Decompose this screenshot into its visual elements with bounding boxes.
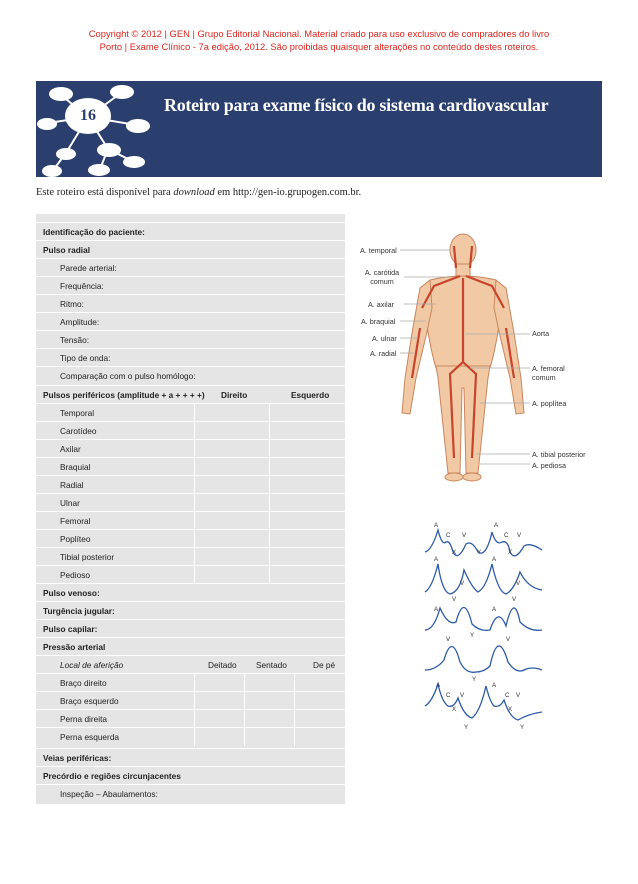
right-cell[interactable] xyxy=(194,494,270,512)
right-cell[interactable] xyxy=(194,458,270,476)
right-cell[interactable] xyxy=(194,404,270,422)
wave-point-label: A xyxy=(492,606,497,613)
wave-point-label: X xyxy=(452,549,457,556)
bp-col-sitting: Sentado xyxy=(256,660,287,670)
label-popliteal: A. poplítea xyxy=(532,399,567,408)
field-label: Tensão: xyxy=(60,335,90,345)
wave-point-label: V xyxy=(460,580,465,587)
wave-point-label: V xyxy=(460,692,465,699)
wave-point-label: V xyxy=(446,636,451,643)
wave-point-label: V xyxy=(512,596,517,603)
wave-point-label: V xyxy=(506,636,511,643)
wave-point-label: A xyxy=(436,682,441,689)
label-aorta: Aorta xyxy=(532,329,550,338)
wave-point-label: X xyxy=(452,706,457,713)
wave-point-label: Y xyxy=(472,676,477,683)
pulse-row[interactable] xyxy=(36,565,345,584)
field-label: Pulso venoso: xyxy=(43,588,100,598)
field-label: Ritmo: xyxy=(60,299,84,309)
bp-lying-cell[interactable] xyxy=(194,728,245,746)
bp-standing-cell[interactable] xyxy=(294,728,345,746)
col-right-header: Direito xyxy=(221,390,248,400)
section-label: Pressão arterial xyxy=(43,642,106,652)
field-label: Comparação com o pulso homólogo: xyxy=(60,371,196,381)
label-axillary: A. axilar xyxy=(368,300,394,309)
download-emphasis: download xyxy=(173,187,215,198)
field-label: Tipo de onda: xyxy=(60,353,111,363)
right-cell[interactable] xyxy=(194,512,270,530)
form-row-radial-rhythm[interactable] xyxy=(36,294,345,313)
bp-lying-cell[interactable] xyxy=(194,692,245,710)
field-label: Veias periféricas: xyxy=(43,753,112,763)
right-cell[interactable] xyxy=(194,476,270,494)
right-cell[interactable] xyxy=(194,422,270,440)
pulse-row[interactable] xyxy=(36,475,345,494)
download-post: em http://gen-io.grupogen.com.br. xyxy=(214,187,362,198)
bp-site-header: Local de aferição xyxy=(60,660,124,670)
wave-point-label: C xyxy=(504,532,509,539)
wave-point-label: Y xyxy=(470,632,475,639)
left-cell[interactable] xyxy=(269,512,345,530)
bp-col-lying: Deitado xyxy=(208,660,237,670)
field-label: Pulso capilar: xyxy=(43,624,98,634)
col-left-header: Esquerdo xyxy=(291,390,330,400)
form-row-radial-amplitude[interactable] xyxy=(36,312,345,331)
bp-sitting-cell[interactable] xyxy=(244,692,295,710)
pulse-label: Axilar xyxy=(60,444,81,454)
pulse-row[interactable] xyxy=(36,493,345,512)
form-row-veins[interactable] xyxy=(36,748,345,767)
pulse-label: Femoral xyxy=(60,516,91,526)
wave-point-label: X xyxy=(508,549,513,556)
form-row-radial-wall[interactable] xyxy=(36,258,345,277)
form-row-precordium xyxy=(36,766,345,785)
left-cell[interactable] xyxy=(269,458,345,476)
wave-point-label: Y xyxy=(520,724,525,731)
label-femoral: A. femoral comum xyxy=(532,364,565,382)
pulse-label: Braquial xyxy=(60,462,91,472)
wave-point-label: A xyxy=(434,522,439,529)
wave-point-label: X xyxy=(508,706,513,713)
left-cell[interactable] xyxy=(269,548,345,566)
pulse-row[interactable] xyxy=(36,547,345,566)
right-cell[interactable] xyxy=(194,440,270,458)
download-note xyxy=(36,187,361,198)
bp-sitting-cell[interactable] xyxy=(244,728,295,746)
bp-row[interactable] xyxy=(36,709,345,728)
label-radial: A. radial xyxy=(370,349,397,358)
pulse-label: Temporal xyxy=(60,408,95,418)
form-row-jugular[interactable] xyxy=(36,601,345,620)
wave-point-label: A xyxy=(494,522,499,529)
field-label: Parede arterial: xyxy=(60,263,117,273)
form-row-capillary[interactable] xyxy=(36,619,345,638)
form-row-radial-compare[interactable] xyxy=(36,366,345,385)
copyright-notice xyxy=(0,27,638,53)
wave-point-label: V xyxy=(517,532,522,539)
field-label: Inspeção – Abaulamentos: xyxy=(60,789,158,799)
bp-standing-cell[interactable] xyxy=(294,710,345,728)
pulse-row[interactable] xyxy=(36,439,345,458)
form-row-radial-tension[interactable] xyxy=(36,330,345,349)
pulse-row[interactable] xyxy=(36,403,345,422)
peripheral-header: Pulsos periféricos (amplitude + a + + + +) xyxy=(43,390,205,400)
pulse-label: Poplíteo xyxy=(60,534,91,544)
form-row-bp xyxy=(36,637,345,656)
bp-sitting-cell[interactable] xyxy=(244,710,295,728)
section-label: Precórdio e regiões circunjacentes xyxy=(43,771,181,781)
bp-sitting-cell[interactable] xyxy=(244,674,295,692)
wave-point-label: C xyxy=(446,692,451,699)
chapter-number: 16 xyxy=(65,98,111,134)
left-cell[interactable] xyxy=(269,530,345,548)
field-label: Identificação do paciente: xyxy=(43,227,145,237)
form-row-radial-wave[interactable] xyxy=(36,348,345,367)
right-cell[interactable] xyxy=(194,530,270,548)
right-cell[interactable] xyxy=(194,566,270,584)
left-cell[interactable] xyxy=(269,404,345,422)
wave-point-label: Y xyxy=(477,549,482,556)
pulse-label: Carotídeo xyxy=(60,426,97,436)
field-label: Amplitude: xyxy=(60,317,100,327)
field-label: Turgência jugular: xyxy=(43,606,115,616)
form-row-radial-freq[interactable] xyxy=(36,276,345,295)
label-temporal: A. temporal xyxy=(360,246,397,255)
wave-point-label: A xyxy=(492,682,497,689)
label-ulnar: A. ulnar xyxy=(372,334,397,343)
wave-point-label: A xyxy=(492,556,497,563)
field-label: Frequência: xyxy=(60,281,104,291)
wave-point-label: A xyxy=(434,556,439,563)
pulse-label: Pedioso xyxy=(60,570,90,580)
wave-point-label: V xyxy=(516,580,521,587)
bp-label: Perna direita xyxy=(60,714,108,724)
pulse-label: Tibial posterior xyxy=(60,552,115,562)
label-posterior-tibial: A. tibial posterior xyxy=(532,450,586,459)
form-row-patient-id[interactable] xyxy=(36,222,345,241)
left-cell[interactable] xyxy=(269,422,345,440)
pulse-row[interactable] xyxy=(36,457,345,476)
copyright-line-2: Porto | Exame Clínico - 7a edição, 2012. São proibidas quaisquer alterações no conteúdo destes roteiros. xyxy=(99,41,539,52)
bp-label: Braço direito xyxy=(60,678,107,688)
left-cell[interactable] xyxy=(269,476,345,494)
form-row-venous[interactable] xyxy=(36,583,345,602)
download-pre: Este roteiro está disponível para xyxy=(36,187,174,198)
label-carotid: A. carótida comum xyxy=(364,268,400,286)
left-cell[interactable] xyxy=(269,566,345,584)
wave-point-label: C xyxy=(505,692,510,699)
pulse-label: Radial xyxy=(60,480,84,490)
bp-row[interactable] xyxy=(36,673,345,692)
left-cell[interactable] xyxy=(269,494,345,512)
left-cell[interactable] xyxy=(269,440,345,458)
label-brachial: A. braquial xyxy=(361,317,396,326)
section-label: Pulso radial xyxy=(43,245,91,255)
body-figure xyxy=(350,228,620,488)
bp-label: Perna esquerda xyxy=(60,732,120,742)
wave-point-label: C xyxy=(446,532,451,539)
pulse-label: Ulnar xyxy=(60,498,80,508)
venous-waveform-diagram xyxy=(420,522,550,737)
bp-col-standing: De pé xyxy=(313,660,336,670)
peripheral-header-row xyxy=(36,385,345,404)
bp-lying-cell[interactable] xyxy=(194,710,245,728)
wave-point-label: V xyxy=(452,596,457,603)
bp-header-row xyxy=(36,655,345,674)
wave-point-label: V xyxy=(516,692,521,699)
label-dorsalis-pedis: A. pediosa xyxy=(532,461,566,470)
page-title: Roteiro para exame físico do sistema cardiovascular xyxy=(164,95,549,115)
copyright-line-1: Copyright © 2012 | GEN | Grupo Editorial Nacional. Material criado para uso exclusivo de compradores do livro xyxy=(88,28,550,39)
wave-point-label: Y xyxy=(464,724,469,731)
bp-row[interactable] xyxy=(36,727,345,746)
right-cell[interactable] xyxy=(194,548,270,566)
form-row-inspection[interactable] xyxy=(36,784,345,803)
bp-standing-cell[interactable] xyxy=(294,692,345,710)
bp-standing-cell[interactable] xyxy=(294,674,345,692)
pulse-row[interactable] xyxy=(36,511,345,530)
pulse-row[interactable] xyxy=(36,421,345,440)
form-row-radial xyxy=(36,240,345,259)
pulse-row[interactable] xyxy=(36,529,345,548)
bp-row[interactable] xyxy=(36,691,345,710)
wave-point-label: A xyxy=(434,606,439,613)
bp-lying-cell[interactable] xyxy=(194,674,245,692)
bp-label: Braço esquerdo xyxy=(60,696,119,706)
wave-point-label: V xyxy=(462,532,467,539)
